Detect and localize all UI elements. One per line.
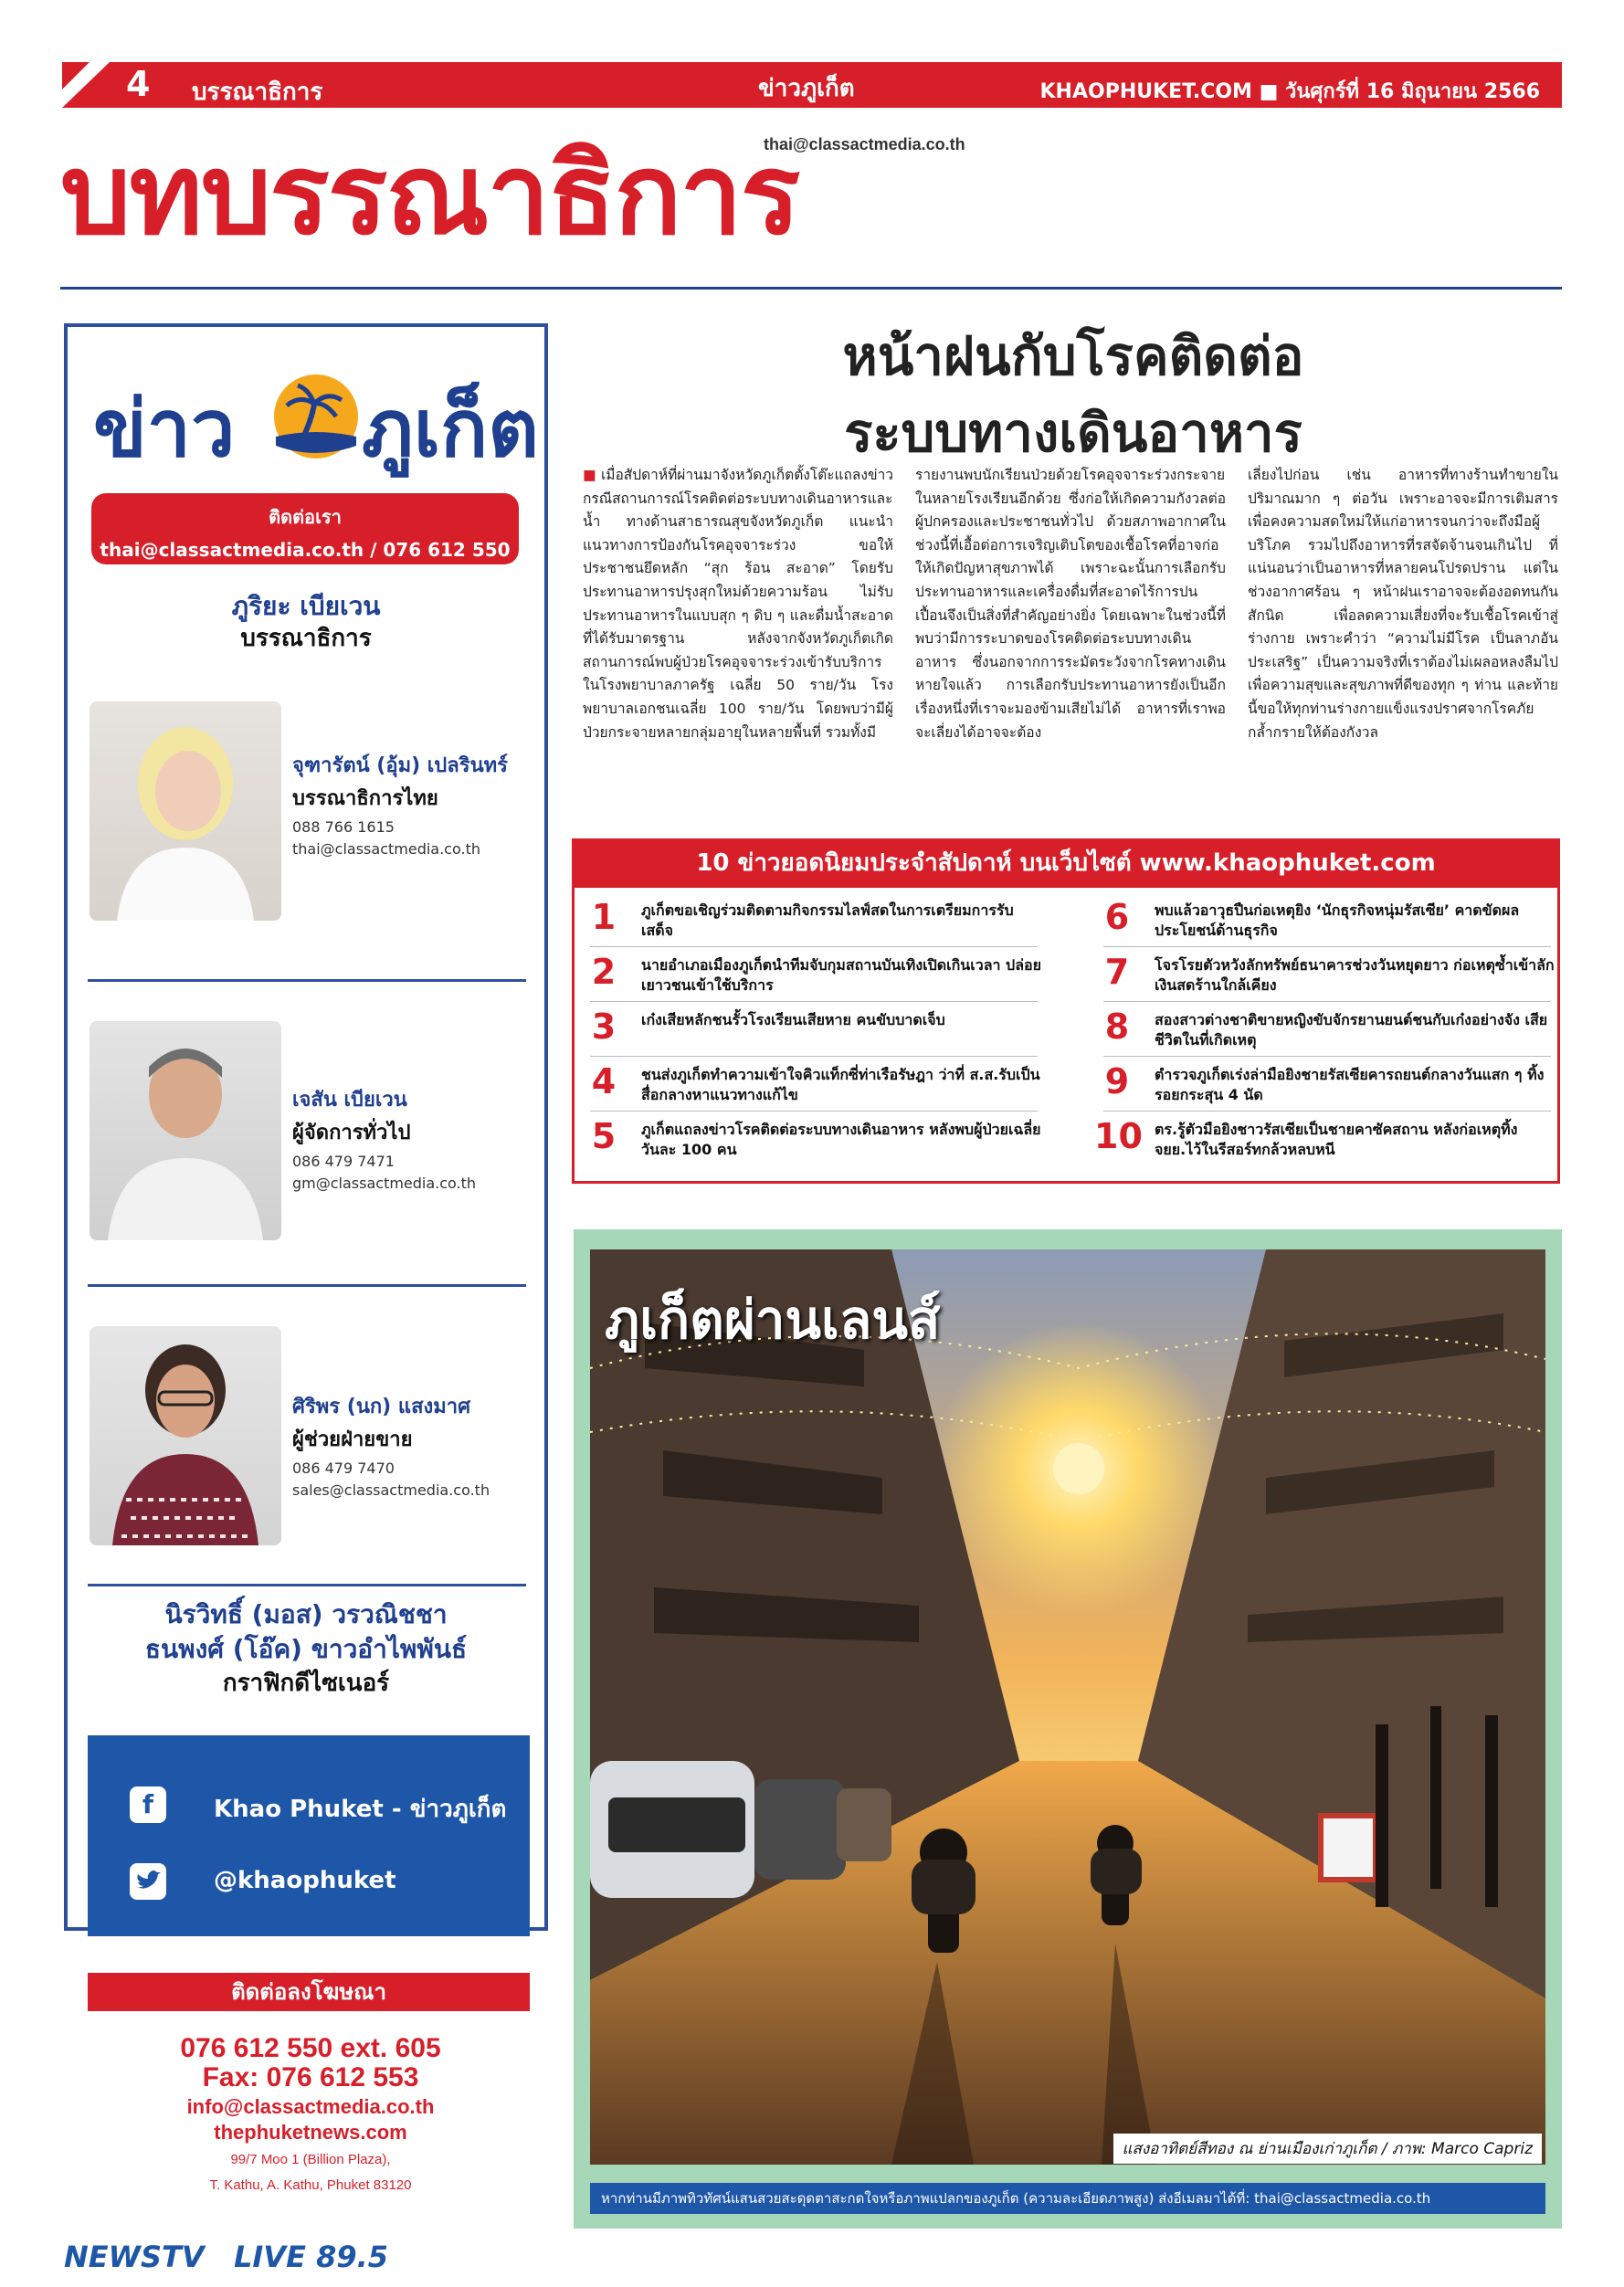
top10-item[interactable]: ตร.รู้ตัวมือยิงชาวรัสเซียเป็นชายคาซัคสถาน หลังก่อเหตุทิ้ง จยย.ไว้ในรีสอร์ทกล้วหลบหนี [1155, 1121, 1518, 1158]
section-name: บรรณาธิการ [192, 79, 323, 106]
ad-phone: 076 612 550 ext. 605 [180, 2033, 441, 2063]
staff-name-1: จุฑารัตน์ (อุ้ม) เปลรินทร์ [292, 754, 508, 777]
top10-number: 7 [1104, 952, 1130, 992]
photo-caption: แสงอาทิตย์สีทอง ณ ย่านเมืองเก่าภูเก็ต / ภาพ: Marco Capriz [1113, 2134, 1543, 2164]
header-email[interactable]: thai@classactmedia.co.th [764, 135, 965, 153]
top10-item[interactable]: ชนส่งภูเก็ตทำความเข้าใจคิวแท็กซี่ท่าเรือรัษฎา ว่าที่ ส.ส.รับเป็นสื่อกลางหาแนวทางแก้ไข [641, 1066, 1040, 1103]
ad-heading: ติดต่อลงโฆษณา [88, 1973, 530, 2011]
staff-email-1[interactable]: thai@classactmedia.co.th [292, 840, 480, 858]
top10-number: 2 [591, 952, 617, 992]
top10-separator [590, 946, 1038, 947]
top10-separator [1103, 946, 1551, 947]
top10-separator [590, 1111, 1038, 1112]
staff-photo-1 [90, 701, 281, 921]
article-title-line-2: ระบบทางเดินอาหาร [844, 402, 1302, 464]
staff-phone-2: 086 479 7471 [292, 1153, 395, 1170]
street-photo [590, 1249, 1545, 2165]
designer-name-1: นิรวิทธิ์ (มอส) วรวณิชชา [164, 1599, 448, 1629]
top10-number: 5 [591, 1116, 617, 1156]
top10-number: 6 [1104, 897, 1130, 937]
top10-separator [590, 1001, 1038, 1002]
top10-number: 1 [591, 897, 617, 937]
page-title: บทบรรณาธิการ [60, 130, 799, 259]
top10-item[interactable]: ภูเก็ตแถลงข่าวโรคติดต่อระบบทางเดินอาหาร หลังพบผู้ป่วยเฉลี่ยวันละ 100 คน [641, 1121, 1041, 1158]
social-box [88, 1735, 530, 1936]
top10-separator [590, 1056, 1038, 1057]
palm-sun-icon [272, 373, 360, 460]
bullet-icon: ■ [583, 467, 601, 483]
staff-email-3[interactable]: sales@classactmedia.co.th [292, 1481, 490, 1499]
top10-item[interactable]: ภูเก็ตขอเชิญร่วมติดตามกิจกรรมไลฟ์สดในการเตรียมการรับเสด็จ [641, 901, 1014, 939]
editor-role: บรรณาธิการ [240, 625, 372, 652]
sidebar-divider [88, 1284, 526, 1287]
article-column-3: เลี่ยงไปก่อน เช่น อาหารที่ทางร้านทำขายในปริมาณมาก ๆ ต่อวัน เพราะอาจจะมีการเติมสารเพื่อคงความสดใหม่ให้แก่อาหารจนกว่าจะถึงมือผู้บริโภค รวมไปถึงอาหารที่รสจัดจ้านจนเกินไป ที่แน่นอนว่าเป็นอาหารที่หลายคนโปรดปราน แต่ในช่วงอากาศร้อน ๆ หน้าฝนเราอาจจะต้องอดทนกันสักนิด เพื่อลดความเสี่ยงที่จะรับเชื้อโรคเข้าสู่ร่างกาย เพราะคำว่า “ความไม่มีโรค เป็นลาภอันประเสริฐ” เป็นความจริงที่เราต้องไม่เผลอหลงลืมไป เพื่อความสุขและสุขภาพที่ดีของทุก ๆ ท่าน และท้ายนี้ขอให้ทุกท่านร่างกายแข็งแรงปราศจากโรคภัยกล้ำกรายให้ต้องกังวล [1248, 467, 1558, 741]
article-text-1: เมื่อสัปดาห์ที่ผ่านมาจังหวัดภูเก็ตตั้งโต๊ะแถลงข่าว กรณีสถานการณ์โรคติดต่อระบบทางเดินอาหารและน้ำ ทางด้านสาธารณสุขจังหวัดภูเก็ต แนะนำแนวทางการป้องกันโรคอุจจาระร่วง ขอให้ประชาชนยึดหลัก “สุก ร้อน สะอาด” โดยรับประทานอาหารปรุงสุกใหม่ด้วยความร้อน ไม่รับประทานอาหารในแบบสุก ๆ ดิบ ๆ และดื่มน้ำสะอาดที่ได้รับมาตรฐาน หลังจากจังหวัดภูเก็ตเกิดสถานการณ์พบผู้ป่วยโรคอุจจาระร่วงเข้ารับบริการในโรงพยาบาลภาครัฐ เฉลี่ย 50 ราย/วัน โรงพยาบาลเอกชนเฉลี่ย 100 ราย/วัน โดยพบว่ามีผู้ป่วยกระจายหลายกลุ่มอายุในหลายพื้นที่ รวมทั้งมี [583, 467, 893, 741]
staff-email-2[interactable]: gm@classactmedia.co.th [292, 1175, 477, 1192]
staff-name-2: เจสัน เบียเวน [292, 1089, 407, 1112]
live-radio-logo: LIVE 89.5 [234, 2240, 389, 2274]
staff-name-3: ศิริพร (นก) แสงมาศ [292, 1396, 471, 1418]
staff-phone-1: 088 766 1615 [292, 818, 395, 836]
photo-title: ภูเก็ตผ่านเลนส์ [605, 1289, 941, 1351]
staff-phone-3: 086 479 7470 [292, 1460, 395, 1477]
corner-mark [62, 62, 110, 108]
top10-separator [1103, 1001, 1551, 1002]
top10-number: 10 [1094, 1116, 1143, 1156]
contact-label: ติดต่อเรา [269, 506, 342, 528]
top10-item[interactable]: โจรโรยตัวหวังลักทรัพย์ธนาคารช่วงวันหยุดยาว ก่อเหตุซ้ำเข้าลักเงินสดร้านใกล้เคียง [1155, 956, 1555, 994]
contact-line[interactable]: thai@classactmedia.co.th / 076 612 550 [100, 539, 511, 561]
contact-box [91, 493, 519, 564]
page-number: 4 [126, 64, 151, 104]
photo-submit-note: หากท่านมีภาพทิวทัศน์แสนสวยสะดุดตาสะกดใจหรือภาพแปลกของภูเก็ต (ความละเอียดภาพสูง) ส่งอีเมลมาได้ที่: thai@classactmedia.co.th [590, 2183, 1545, 2214]
staff-role-3: ผู้ช่วยฝ่ายขาย [292, 1428, 413, 1451]
top10-number: 8 [1104, 1006, 1130, 1047]
header-logo: ข่าวภูเก็ต [758, 75, 855, 102]
top10-item[interactable]: นายอำเภอเมืองภูเก็ตนำทีมจับกุมสถานบันเทิงเปิดเกินเวลา ปล่อยเยาวชนเข้าใช้บริการ [641, 956, 1041, 994]
facebook-icon[interactable]: f [130, 1786, 166, 1823]
ad-fax: Fax: 076 612 553 [202, 2062, 419, 2092]
top10-number: 9 [1104, 1061, 1130, 1101]
article-column-1 [583, 464, 893, 744]
header-rule [60, 287, 1562, 290]
designer-name-2: ธนพงศ์ (โอ๊ค) ขาวอำไพพันธ์ [144, 1634, 468, 1664]
sidebar-divider [88, 1584, 526, 1586]
site-date: KHAOPHUKET.COM ■ วันศุกร์ที่ 16 มิถุนายน 2566 [1039, 80, 1540, 103]
twitter-icon[interactable] [130, 1863, 166, 1900]
ad-email[interactable]: info@classactmedia.co.th [186, 2095, 435, 2118]
top10-heading: 10 ข่าวยอดนิยมประจำสัปดาห์ บนเว็บไซต์ www.khaophuket.com [572, 838, 1560, 888]
top10-item[interactable]: สองสาวต่างชาติขายหญิงขับจักรยานยนต์ชนกับเก๋งอย่างจัง เสียชีวิตในที่เกิดเหตุ [1155, 1011, 1548, 1049]
staff-role-1: บรรณาธิการไทย [292, 787, 438, 810]
logo-text-left: ข่าว [93, 383, 236, 475]
article-column-2: รายงานพบนักเรียนป่วยด้วยโรคอุจจาระร่วงกระจายในหลายโรงเรียนอีกด้วย ซึ่งก่อให้เกิดความกังวลต่อผู้ปกครองและประชาชนทั่วไป ด้วยสภาพอากาศในช่วงนี้ที่เอื้อต่อการเจริญเติบโตของเชื้อโรคที่อาจก่อให้เกิดปัญหาสุขภาพได้ เพราะฉะนั้นการเลือกรับประทานอาหารและเครื่องดื่มที่สะอาดไร้การปนเปื้อนจึงเป็นสิ่งที่สำคัญอย่างยิ่ง โดยเฉพาะในช่วงนี้ที่พบว่ามีการระบาดของโรคติดต่อระบบทางเดินอาหาร ซึ่งนอกจากการระมัดระวังจากโรคทางเดินหายใจแล้ว การเลือกรับประทานอาหารยังเป็นอีกเรื่องหนึ่งที่เราจะมองข้ามเสียไม่ได้ อาหารที่เราพอจะเลี่ยงได้อาจจะต้อง [915, 467, 1226, 741]
article-title [585, 318, 1562, 471]
twitter-link[interactable]: @khaophuket [214, 1867, 396, 1894]
sidebar-logo [91, 365, 540, 475]
top10-number: 3 [591, 1006, 617, 1047]
ad-address-2: T. Kathu, A. Kathu, Phuket 83120 [209, 2177, 412, 2193]
article-title-line-1: หน้าฝนกับโรคติดต่อ [842, 325, 1304, 387]
staff-role-2: ผู้จัดการทั่วไป [292, 1122, 411, 1144]
top10-separator [1103, 1056, 1551, 1057]
ad-address-1: 99/7 Moo 1 (Billion Plaza), [230, 2152, 391, 2167]
top10-separator [1103, 1111, 1551, 1112]
top10-item[interactable]: พบแล้วอาวุธปืนก่อเหตุยิง ‘นักธุรกิจหนุ่มรัสเซีย’ คาดขัดผลประโยชน์ด้านธุรกิจ [1155, 901, 1520, 939]
staff-photo-2 [90, 1021, 281, 1240]
facebook-link[interactable]: Khao Phuket - ข่าวภูเก็ต [214, 1796, 507, 1823]
ad-site[interactable]: thephuketnews.com [214, 2121, 407, 2144]
top10-number: 4 [591, 1061, 617, 1101]
editor-name: ภูริยะ เบียเวน [231, 591, 381, 621]
designer-role: กราฟิกดีไซเนอร์ [222, 1670, 390, 1697]
newstv-logo: NEWSTV [64, 2240, 205, 2274]
staff-photo-3 [90, 1326, 281, 1545]
top10-item[interactable]: ตำรวจภูเก็ตเร่งล่ามือยิงชายรัสเซียคารถยนต์กลางวันแสก ๆ ทิ้งรอยกระสุน 4 นัด [1155, 1066, 1545, 1103]
sidebar-divider [88, 979, 526, 982]
logo-text-right: ภูเก็ต [362, 383, 540, 475]
top10-item[interactable]: เก๋งเสียหลักชนรั้วโรงเรียนเสียหาย คนขับบาดเจ็บ [641, 1011, 945, 1028]
